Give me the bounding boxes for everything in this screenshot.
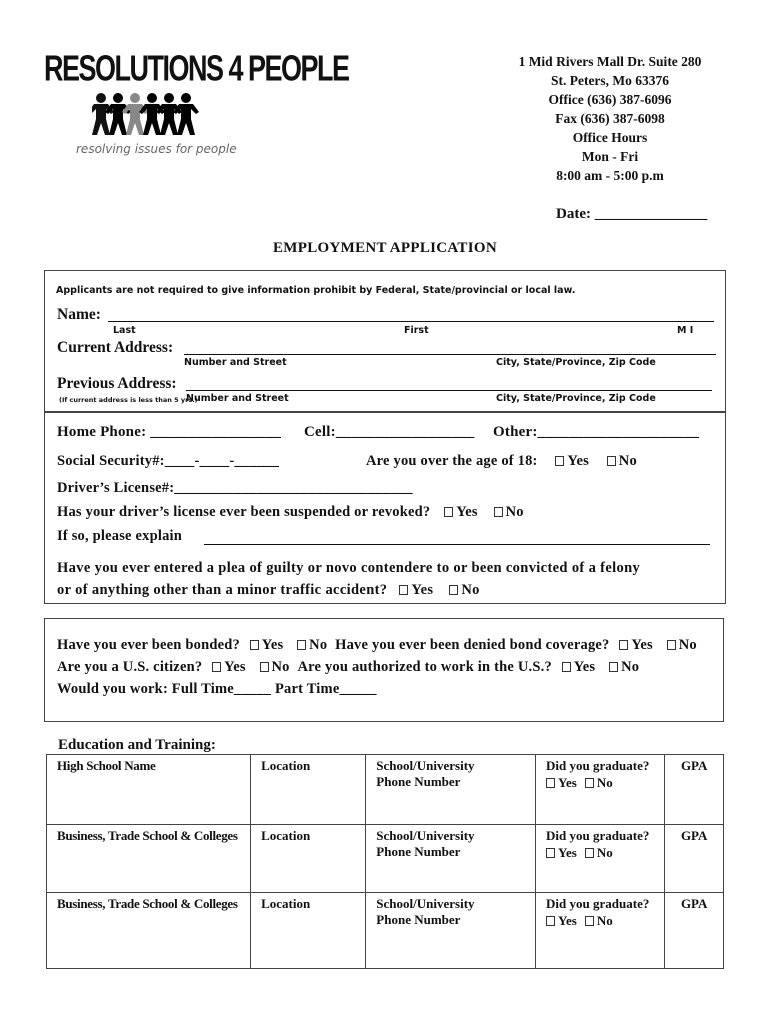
school-label: School/University [376,896,475,911]
yes-label: Yes [558,913,577,928]
citizen-question-label: Are you a U.S. citizen? [57,659,203,675]
age-no-checkbox[interactable] [607,456,616,466]
phone-label: Phone Number [376,912,461,927]
suspended-yes-checkbox[interactable] [444,507,453,517]
school-phone-cell[interactable] [366,893,536,969]
no-label: No [461,582,480,598]
date-field[interactable]: Date: _______________ [556,206,708,222]
explain-input[interactable] [204,544,710,545]
high-school-cell[interactable]: High School Name [47,755,251,825]
yes-label: Yes [573,659,596,675]
explain-label: If so, please explain [57,528,183,544]
suspended-question-label: Has your driver’s license ever been suspended or revoked? [57,504,431,520]
logo-tagline: resolving issues for people [76,142,237,156]
name-input[interactable] [108,321,714,322]
yes-label: Yes [558,775,577,790]
name-last-label: Last [113,325,136,336]
current-address-label: Current Address: [57,339,174,356]
suspended-question [57,504,524,521]
yes-label: Yes [224,659,246,675]
college-cell[interactable]: Business, Trade School & Colleges [47,893,251,969]
phone-label: Phone Number [376,844,461,859]
graduate-yes-checkbox[interactable] [546,778,555,788]
previous-city-label: City, State/Province, Zip Code [496,393,656,404]
table-row [47,825,724,893]
bonded-yes-checkbox[interactable] [250,640,259,650]
logo-title: RESOLUTIONS 4 PEOPLE [44,48,349,89]
previous-street-label: Number and Street [186,393,289,404]
yes-label: Yes [631,637,653,653]
graduate-cell [536,893,665,969]
graduate-label: Did you graduate? [546,758,650,773]
ssn-field[interactable]: Social Security#:____-____-______ [57,453,280,469]
bonded-question-label: Have you ever been bonded? [57,637,240,653]
name-label: Name: [57,306,101,323]
no-label: No [618,453,637,469]
bonded-row [57,637,697,654]
school-label: School/University [376,758,475,773]
age-question-label: Are you over the age of 18: [366,453,538,469]
felony-yes-checkbox[interactable] [399,585,408,595]
no-label: No [309,637,328,653]
name-first-label: First [404,325,429,336]
previous-address-label: Previous Address: [57,375,177,392]
name-mi-label: M I [677,325,694,336]
location-cell[interactable]: Location [251,825,366,893]
home-phone-field[interactable]: Home Phone: _________________ [57,424,282,440]
citizen-yes-checkbox[interactable] [212,662,221,672]
yes-label: Yes [456,504,478,520]
age-yes-checkbox[interactable] [555,456,564,466]
company-logo [44,48,349,168]
address-line: Office (636) 387-6096 [548,92,672,107]
current-address-input[interactable] [184,354,716,355]
graduate-label: Did you graduate? [546,828,650,843]
page-title: EMPLOYMENT APPLICATION [273,240,497,256]
gpa-cell[interactable]: GPA [665,755,724,825]
no-label: No [596,845,613,860]
felony-question-label: or of anything other than a minor traffic accident? [57,582,388,598]
denied-bond-no-checkbox[interactable] [667,640,676,650]
no-label: No [596,775,613,790]
current-city-label: City, State/Province, Zip Code [496,357,656,368]
no-label: No [505,504,524,520]
school-label: School/University [376,828,475,843]
would-work-field[interactable]: Would you work: Full Time_____ Part Time_____ [57,681,377,697]
company-address [490,52,730,185]
gpa-cell[interactable]: GPA [665,893,724,969]
no-label: No [678,637,697,653]
graduate-yes-checkbox[interactable] [546,848,555,858]
no-label: No [596,913,613,928]
other-phone-field[interactable]: Other:_____________________ [493,424,700,440]
gpa-cell[interactable]: GPA [665,825,724,893]
education-table [46,754,724,969]
previous-address-note: (If current address is less than 5 yrs.) [59,396,198,404]
yes-label: Yes [261,637,284,653]
graduate-label: Did you graduate? [546,896,650,911]
location-cell[interactable]: Location [251,893,366,969]
age-question [366,453,637,470]
authorized-yes-checkbox[interactable] [562,662,571,672]
graduate-no-checkbox[interactable] [585,916,594,926]
previous-address-input[interactable] [186,390,712,391]
legal-notice: Applicants are not required to give information prohibit by Federal, State/provincial or local law. [56,285,576,296]
education-title: Education and Training: [58,737,216,753]
yes-label: Yes [567,453,589,469]
suspended-no-checkbox[interactable] [494,507,503,517]
citizen-no-checkbox[interactable] [260,662,269,672]
citizen-row [57,659,639,676]
bonded-no-checkbox[interactable] [297,640,306,650]
address-line: 1 Mid Rivers Mall Dr. Suite 280 [518,54,702,69]
denied-bond-yes-checkbox[interactable] [619,640,628,650]
yes-label: Yes [411,582,434,598]
no-label: No [621,659,640,675]
location-cell[interactable]: Location [251,755,366,825]
address-line: 8:00 am - 5:00 p.m [556,168,664,183]
address-line: Office Hours [572,130,648,145]
graduate-yes-checkbox[interactable] [546,916,555,926]
phone-label: Phone Number [376,774,461,789]
authorized-no-checkbox[interactable] [609,662,618,672]
drivers-license-field[interactable]: Driver’s License#:________________________________ [57,480,413,496]
felony-no-checkbox[interactable] [449,585,458,595]
authorized-question-label: Are you authorized to work in the U.S.? [297,659,552,675]
graduate-no-checkbox[interactable] [585,778,594,788]
cell-field[interactable]: Cell:__________________ [304,424,475,440]
graduate-cell [536,825,665,893]
felony-question-line1: Have you ever entered a plea of guilty or novo contendere to or been convicted of a felony [57,560,641,576]
address-line: St. Peters, Mo 63376 [550,73,670,88]
denied-bond-question-label: Have you ever been denied bond coverage? [335,637,610,653]
yes-label: Yes [558,845,577,860]
no-label: No [271,659,290,675]
college-cell[interactable]: Business, Trade School & Colleges [47,825,251,893]
people-figures-icon [92,92,202,140]
graduate-cell [536,755,665,825]
table-row [47,893,724,969]
school-phone-cell[interactable] [366,755,536,825]
current-street-label: Number and Street [184,357,287,368]
felony-question-line2 [57,582,480,599]
table-row [47,755,724,825]
address-line: Fax (636) 387-6098 [555,111,665,126]
graduate-no-checkbox[interactable] [585,848,594,858]
school-phone-cell[interactable] [366,825,536,893]
address-line: Mon - Fri [581,149,639,164]
